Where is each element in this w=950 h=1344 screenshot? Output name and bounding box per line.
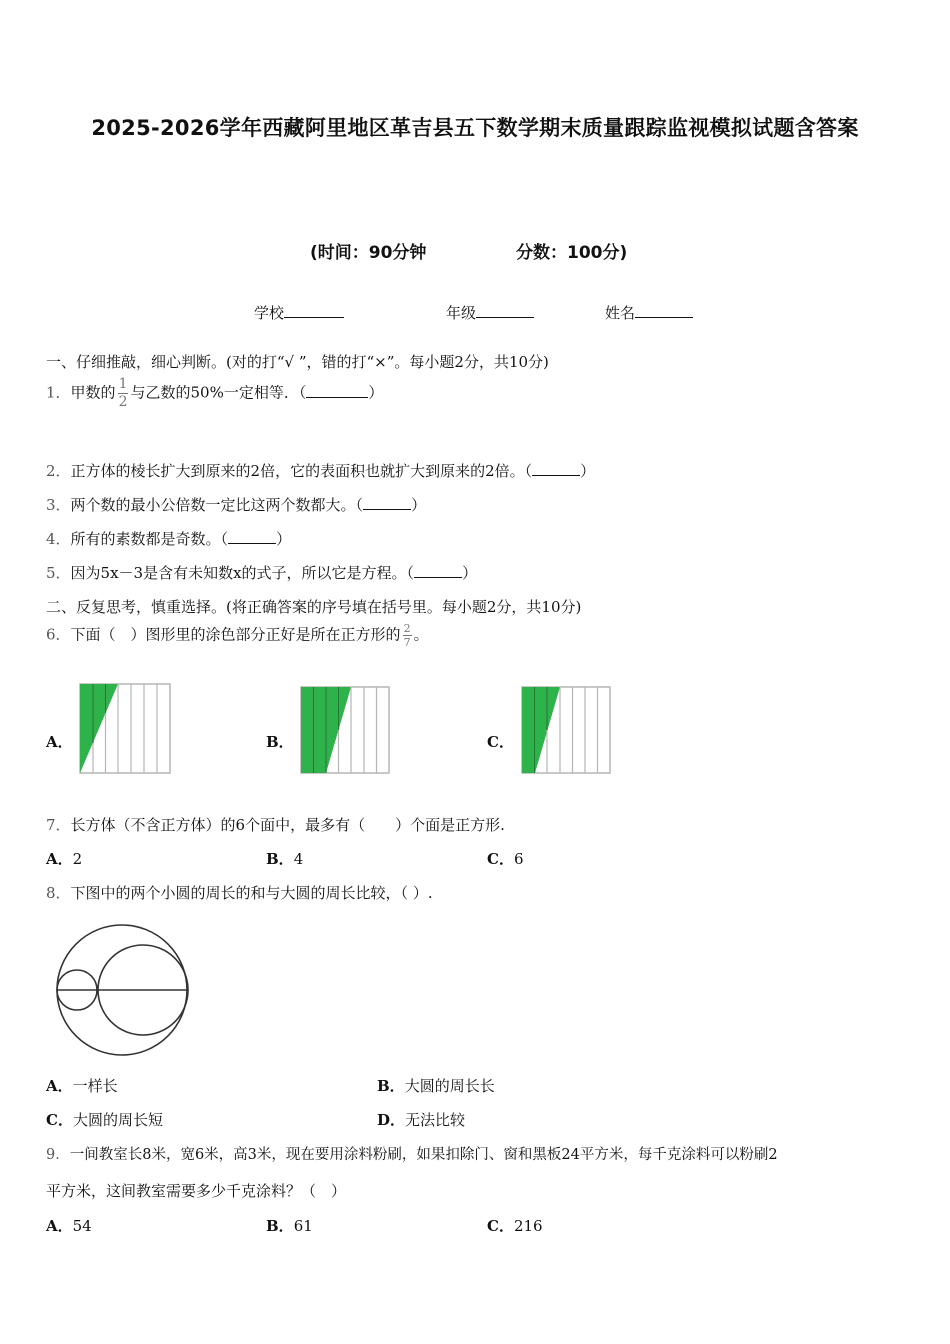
q8-option-b-label: B． (377, 1077, 405, 1095)
question-6 (46, 622, 429, 666)
section2-heading: 二、反复思考，慎重选择。(将正确答案的序号填在括号里。每小题2分，共10分) (46, 598, 582, 616)
q8-circles-figure (55, 922, 190, 1058)
q6-figure-c[interactable] (522, 687, 610, 773)
q8-option-c[interactable] (46, 1109, 163, 1130)
q9-option-c[interactable] (487, 1215, 543, 1236)
q2-text: 正方体的棱长扩大到原来的2倍，它的表面积也就扩大到原来的2倍。（ (70, 462, 533, 480)
q7-option-c-label: C． (487, 850, 514, 868)
grade-field[interactable] (446, 302, 534, 323)
q9-option-a[interactable] (46, 1215, 92, 1236)
question-9-continued: 平方米，这间教室需要多少千克涂料？（ ） (46, 1182, 347, 1200)
q9-option-a-value: 54 (72, 1217, 92, 1235)
grade-label: 年级 (446, 304, 477, 322)
q9-option-c-value: 216 (513, 1217, 543, 1235)
q1-fraction-denominator: 2 (118, 394, 128, 410)
q5-text: 因为5x－3是含有未知数x的式子，所以它是方程。（ (70, 564, 415, 582)
school-field[interactable] (254, 302, 344, 323)
question-4 (46, 528, 291, 549)
q7-option-a-value: 2 (72, 850, 83, 868)
q2-number: 2． (46, 462, 71, 480)
q6-figure-a[interactable] (80, 684, 170, 774)
q9-option-a-label: A． (46, 1217, 73, 1235)
q7-option-b-value: 4 (293, 850, 304, 868)
q7-option-c[interactable] (487, 848, 524, 869)
q1-text-pre: 甲数的 (70, 383, 116, 402)
q4-answer-blank[interactable] (228, 531, 276, 544)
q1-fraction (118, 376, 129, 411)
q9-text-line1: 一间教室长8米，宽6米，高3米，现在要用涂料粉刷，如果扣除门、窗和黑板24平方米，每千克涂料可以粉刷2 (69, 1147, 778, 1163)
q6-fraction (403, 622, 412, 649)
q8-option-a[interactable] (46, 1075, 118, 1096)
q7-option-b[interactable] (266, 848, 303, 869)
q3-close: ） (411, 496, 427, 514)
q7-option-a[interactable] (46, 848, 82, 869)
q8-option-a-label: A． (46, 1077, 73, 1095)
q1-close: ） (368, 383, 384, 402)
document-title: 2025-2026学年西藏阿里地区革吉县五下数学期末质量跟踪监视模拟试题含答案 (91, 116, 859, 140)
question-5 (46, 562, 477, 583)
q8-option-d[interactable] (377, 1109, 465, 1130)
q8-option-c-label: C． (46, 1111, 73, 1129)
q5-number: 5． (46, 564, 71, 582)
question-9 (46, 1143, 778, 1164)
school-label: 学校 (254, 304, 285, 322)
question-7 (46, 814, 505, 835)
q1-text-post: 与乙数的50%一定相等．（ (130, 383, 307, 402)
q6-fraction-denominator: 7 (403, 636, 411, 649)
q9-option-c-label: C． (487, 1217, 514, 1235)
figure-a-shaded-region (80, 684, 118, 773)
q9-option-b[interactable] (266, 1215, 313, 1236)
q4-text: 所有的素数都是奇数。（ (70, 530, 229, 548)
q8-option-d-value: 无法比较 (405, 1111, 466, 1129)
name-field[interactable] (605, 302, 693, 323)
exam-score: 分数：100分) (516, 243, 628, 263)
q7-option-b-label: B． (266, 850, 294, 868)
q9-option-b-value: 61 (293, 1217, 313, 1235)
exam-time: (时间：90分钟 (310, 243, 427, 263)
q1-number: 1． (46, 383, 71, 402)
q4-number: 4． (46, 530, 71, 548)
q2-close: ） (580, 462, 596, 480)
q8-option-b[interactable] (377, 1075, 495, 1096)
name-label: 姓名 (605, 304, 636, 322)
q5-close: ） (462, 564, 478, 582)
q3-text: 两个数的最小公倍数一定比这两个数都大。（ (70, 496, 364, 514)
q6-figure-b[interactable] (301, 687, 389, 773)
q2-answer-blank[interactable] (532, 463, 580, 476)
q7-number: 7． (46, 816, 71, 834)
question-2 (46, 460, 595, 481)
q7-option-a-label: A． (46, 850, 73, 868)
school-blank[interactable] (284, 305, 344, 318)
figure-c-shaded-region (522, 687, 560, 773)
q3-answer-blank[interactable] (363, 497, 411, 510)
section1-heading: 一、仔细推敲，细心判断。(对的打“√ ”，错的打“×”。每小题2分，共10分) (46, 353, 549, 371)
q7-option-c-value: 6 (513, 850, 524, 868)
grade-blank[interactable] (476, 305, 534, 318)
q6-option-a-label[interactable]: A． (46, 733, 73, 751)
q6-option-b-label[interactable]: B． (266, 733, 294, 751)
q7-text: 长方体（不含正方体）的6个面中，最多有（ ）个面是正方形. (70, 816, 505, 834)
q8-option-b-value: 大圆的周长长 (404, 1077, 495, 1095)
q9-option-b-label: B． (266, 1217, 294, 1235)
q3-number: 3． (46, 496, 71, 514)
q6-number: 6． (46, 625, 71, 644)
q8-option-d-label: D． (377, 1111, 406, 1129)
q6-option-c-label[interactable]: C． (487, 733, 514, 751)
question-8 (46, 882, 433, 903)
q6-text-pre: 下面（ ）图形里的涂色部分正好是所在正方形的 (70, 625, 401, 644)
q6-fraction-numerator: 2 (403, 622, 411, 635)
q8-number: 8． (46, 884, 71, 902)
question-3 (46, 494, 426, 515)
q5-answer-blank[interactable] (414, 565, 462, 578)
q9-number: 9． (46, 1147, 70, 1163)
q8-option-a-value: 一样长 (72, 1077, 118, 1095)
q1-answer-blank[interactable] (306, 385, 368, 398)
q6-text-post: 。 (413, 625, 429, 644)
name-blank[interactable] (635, 305, 693, 318)
q4-close: ） (276, 530, 292, 548)
q1-fraction-numerator: 1 (118, 376, 128, 392)
question-1 (46, 376, 383, 424)
q8-text: 下图中的两个小圆的周长的和与大圆的周长比较，（ ）. (70, 884, 433, 902)
q8-option-c-value: 大圆的周长短 (72, 1111, 163, 1129)
